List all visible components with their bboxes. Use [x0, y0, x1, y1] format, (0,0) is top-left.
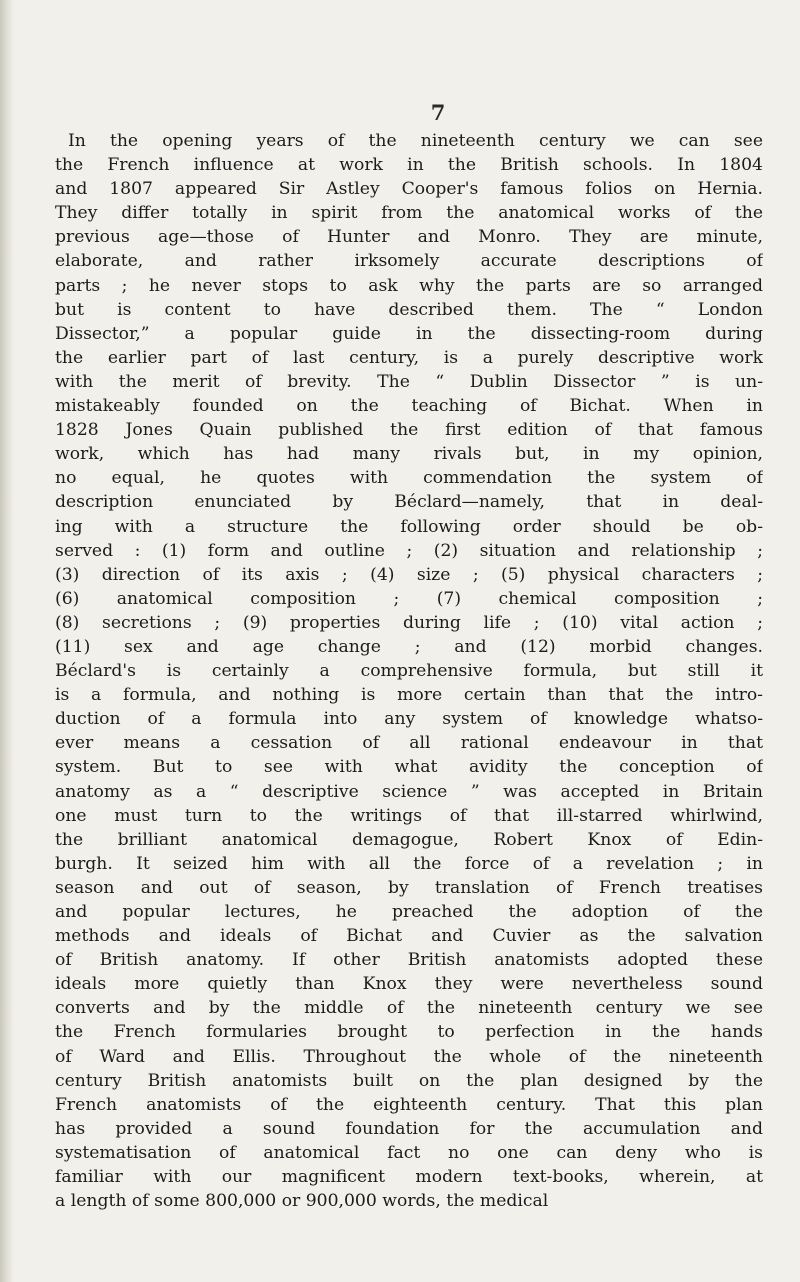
text-line: description enunciated by Béclard—namely, that in deal- [55, 492, 763, 513]
text-line: has provided a sound foundation for the accumulation and [55, 1118, 763, 1139]
text-line: century British anatomists built on the plan designed by the [55, 1070, 763, 1091]
text-line: the French formularies brought to perfection in the hands [55, 1022, 763, 1043]
text-line: elaborate, and rather irksomely accurate descriptions of [55, 251, 763, 272]
text-line: 1828 Jones Quain published the first edition of that famous [55, 420, 763, 441]
text-line: methods and ideals of Bichat and Cuvier as the salvation [55, 926, 763, 947]
text-line: system. But to see with what avidity the conception of [55, 757, 763, 778]
text-line: and 1807 appeared Sir Astley Cooper's famous folios on Hernia. [55, 179, 763, 200]
text-line: French anatomists of the eighteenth century. That this plan [55, 1094, 763, 1115]
text-line: (6) anatomical composition ; (7) chemical composition ; [55, 588, 763, 609]
text-line: of Ward and Ellis. Throughout the whole of the nineteenth [55, 1046, 763, 1067]
text-line: Dissector,” a popular guide in the dissecting-room during [55, 323, 763, 344]
text-line: no equal, he quotes with commendation the system of [55, 468, 763, 489]
page-binding-shadow [0, 0, 14, 1282]
text-line: is a formula, and nothing is more certain than that the intro- [55, 685, 763, 706]
text-line: and popular lectures, he preached the adoption of the [55, 902, 763, 922]
text-line: Béclard's is certainly a comprehensive formula, but still it [55, 661, 763, 682]
text-line: systematisation of anatomical fact no one can deny who is [55, 1142, 763, 1163]
text-line: mistakeably founded on the teaching of Bichat. When in [55, 396, 763, 417]
text-line: served : (1) form and outline ; (2) situation and relationship ; [55, 540, 763, 561]
text-line: (11) sex and age change ; and (12) morbid changes. [55, 636, 763, 657]
text-line: the earlier part of last century, is a purely descriptive work [55, 347, 763, 368]
text-line: the French influence at work in the British schools. In 1804 [55, 155, 763, 176]
text-line: but is content to have described them. The “ London [55, 299, 763, 320]
text-line: of British anatomy. If other British anatomists adopted these [55, 950, 763, 971]
text-line: ideals more quietly than Knox they were nevertheless sound [55, 974, 763, 995]
text-line: one must turn to the writings of that ill-starred whirlwind, [55, 805, 763, 826]
text-line: with the merit of brevity. The “ Dublin Dissector ” is un- [55, 371, 763, 392]
text-line: They differ totally in spirit from the anatomical works of the [55, 203, 763, 224]
text-line: previous age—those of Hunter and Monro. They are minute, [55, 227, 763, 248]
text-line: In the opening years of the nineteenth century we can see [68, 131, 763, 151]
text-line: ever means a cessation of all rational endeavour in that [55, 733, 763, 754]
text-line: familiar with our magnificent modern text-books, wherein, at [55, 1167, 763, 1188]
text-line: duction of a formula into any system of knowledge whatso- [55, 709, 763, 730]
text-line: the brilliant anatomical demagogue, Robert Knox of Edin- [55, 829, 763, 850]
text-line: ing with a structure the following order should be ob- [55, 516, 763, 537]
text-line: parts ; he never stops to ask why the parts are so arranged [55, 275, 763, 296]
text-line: burgh. It seized him with all the force of a revelation ; in [55, 853, 763, 874]
text-line: a length of some 800,000 or 900,000 words, the medical [55, 1191, 549, 1212]
text-line: anatomy as a “ descriptive science ” was accepted in Britain [55, 781, 763, 802]
text-line: (8) secretions ; (9) properties during life ; (10) vital action ; [55, 612, 763, 633]
text-line: work, which has had many rivals but, in my opinion, [55, 444, 763, 465]
text-line: converts and by the middle of the nineteenth century we see [55, 998, 763, 1019]
body-paragraph [55, 129, 763, 1213]
page-number: 7 [430, 100, 446, 125]
text-line: (3) direction of its axis ; (4) size ; (5) physical characters ; [55, 564, 763, 585]
text-line: season and out of season, by translation of French treatises [55, 877, 763, 898]
